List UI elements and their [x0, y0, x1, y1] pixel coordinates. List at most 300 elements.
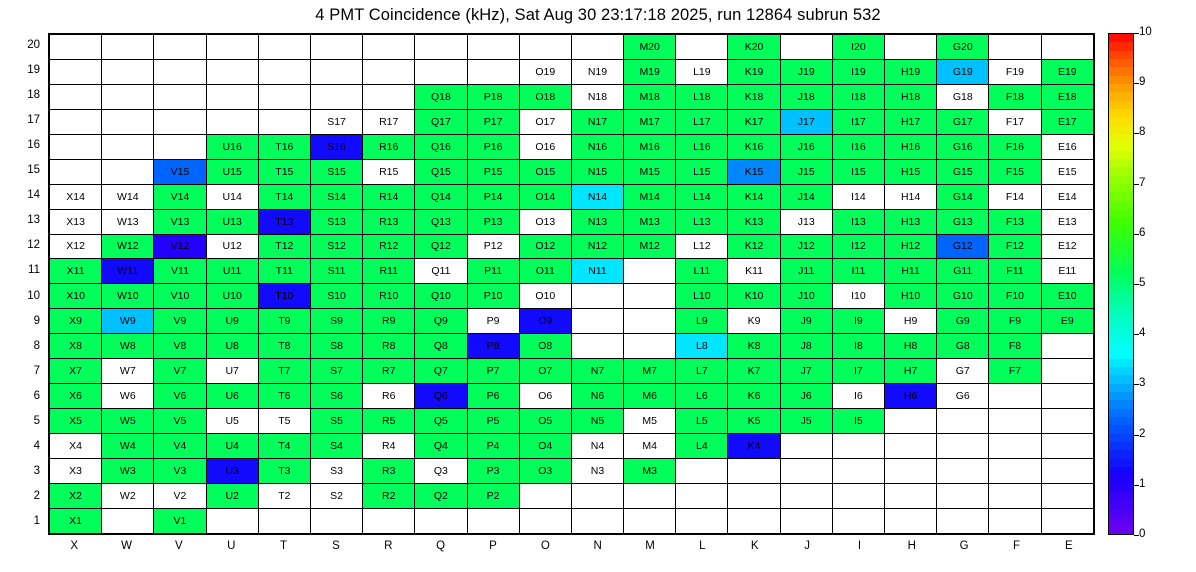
heatmap-cell: G20: [937, 35, 989, 60]
heatmap-cell: F9: [989, 309, 1041, 334]
heatmap-cell: S8: [310, 334, 362, 359]
x-axis-tick-label: V: [175, 540, 183, 552]
heatmap-cell: E17: [1041, 109, 1093, 134]
x-axis-tick-label: E: [1064, 540, 1073, 552]
colorbar: [1108, 33, 1134, 535]
heatmap-cell: K9: [728, 309, 780, 334]
heatmap-cell: T11: [258, 259, 310, 284]
heatmap-row: [50, 109, 1094, 134]
heatmap-cell: V15: [154, 159, 206, 184]
heatmap-cell: S13: [310, 209, 362, 234]
heatmap-cell: V8: [154, 334, 206, 359]
heatmap-cell: [363, 35, 415, 60]
heatmap-cell: [885, 508, 937, 533]
heatmap-cell: [937, 508, 989, 533]
y-axis-tick-label: 14: [27, 189, 40, 202]
heatmap-row: [50, 409, 1094, 434]
colorbar-segment: [1109, 434, 1133, 442]
y-axis-tick-label: 6: [33, 389, 40, 402]
heatmap-cell: J15: [780, 159, 832, 184]
heatmap-cell: I9: [832, 309, 884, 334]
heatmap-cell: M18: [624, 84, 676, 109]
colorbar-segment: [1109, 350, 1133, 358]
heatmap-cell: [624, 259, 676, 284]
heatmap-cell: K18: [728, 84, 780, 109]
heatmap-cell: L16: [676, 134, 728, 159]
heatmap-cell: J16: [780, 134, 832, 159]
heatmap-cell: [989, 35, 1041, 60]
heatmap-cell: S12: [310, 234, 362, 259]
heatmap-row: [50, 483, 1094, 508]
heatmap-cell: E13: [1041, 209, 1093, 234]
heatmap-cell: L6: [676, 384, 728, 409]
heatmap-cell: O15: [519, 159, 571, 184]
heatmap-cell: V2: [154, 483, 206, 508]
heatmap-cell: G16: [937, 134, 989, 159]
heatmap-cell: I20: [832, 35, 884, 60]
heatmap-cell: [989, 434, 1041, 459]
heatmap-cell: M12: [624, 234, 676, 259]
colorbar-tick-mark: [1134, 33, 1139, 34]
heatmap-cell: N19: [571, 59, 623, 84]
heatmap-cell: G17: [937, 109, 989, 134]
heatmap-cell: [885, 409, 937, 434]
heatmap-cell: X11: [50, 259, 102, 284]
colorbar-segment: [1109, 492, 1133, 500]
colorbar-segment: [1109, 425, 1133, 433]
heatmap-cell: H9: [885, 309, 937, 334]
colorbar-tick-label: 4: [1139, 327, 1146, 340]
heatmap-cell: [102, 134, 154, 159]
heatmap-cell: J6: [780, 384, 832, 409]
heatmap-cell: K6: [728, 384, 780, 409]
heatmap-cell: [571, 309, 623, 334]
colorbar-segment: [1109, 76, 1133, 84]
heatmap-cell: G10: [937, 284, 989, 309]
heatmap-cell: N3: [571, 458, 623, 483]
colorbar-segment: [1109, 417, 1133, 425]
heatmap-cell: [624, 508, 676, 533]
heatmap-cell: U14: [206, 184, 258, 209]
heatmap-cell: V7: [154, 359, 206, 384]
colorbar-tick-label: 7: [1139, 176, 1146, 189]
heatmap-cell: P3: [467, 458, 519, 483]
heatmap-cell: [102, 84, 154, 109]
heatmap-cell: P8: [467, 334, 519, 359]
heatmap-cell: [571, 35, 623, 60]
heatmap-cell: U9: [206, 309, 258, 334]
heatmap-cell: [885, 35, 937, 60]
heatmap-cell: J18: [780, 84, 832, 109]
heatmap-row: [50, 434, 1094, 459]
colorbar-tick-mark: [1134, 334, 1139, 335]
heatmap-cell: [937, 434, 989, 459]
heatmap-cell: S10: [310, 284, 362, 309]
heatmap-cell: R12: [363, 234, 415, 259]
heatmap-cell: G12: [937, 234, 989, 259]
heatmap-cell: [676, 458, 728, 483]
heatmap-cell: F13: [989, 209, 1041, 234]
colorbar-tick-mark: [1134, 184, 1139, 185]
heatmap-cell: R4: [363, 434, 415, 459]
heatmap-cell: H16: [885, 134, 937, 159]
heatmap-cell: P15: [467, 159, 519, 184]
heatmap-cell: M13: [624, 209, 676, 234]
x-axis-tick-label: I: [857, 540, 862, 552]
heatmap-cell: E15: [1041, 159, 1093, 184]
colorbar-tick-mark: [1134, 284, 1139, 285]
colorbar-tick-mark: [1134, 535, 1139, 536]
heatmap-cell: [363, 84, 415, 109]
colorbar-segment: [1109, 151, 1133, 159]
heatmap-cell: O19: [519, 59, 571, 84]
heatmap-cell: [728, 458, 780, 483]
heatmap-cell: M19: [624, 59, 676, 84]
heatmap-cell: L5: [676, 409, 728, 434]
heatmap-cell: I7: [832, 359, 884, 384]
heatmap-cell: H7: [885, 359, 937, 384]
heatmap-cell: R8: [363, 334, 415, 359]
heatmap-cell: F7: [989, 359, 1041, 384]
heatmap-cell: [885, 483, 937, 508]
heatmap-cell: K16: [728, 134, 780, 159]
colorbar-segment: [1109, 84, 1133, 92]
colorbar-segment: [1109, 375, 1133, 383]
heatmap-cell: W11: [102, 259, 154, 284]
heatmap-cell: W6: [102, 384, 154, 409]
heatmap-cell: [310, 508, 362, 533]
y-axis-tick-label: 4: [33, 440, 40, 453]
heatmap-cell: G9: [937, 309, 989, 334]
heatmap-cell: Q3: [415, 458, 467, 483]
heatmap-cell: M6: [624, 384, 676, 409]
colorbar-segment: [1109, 142, 1133, 150]
heatmap-cell: L8: [676, 334, 728, 359]
heatmap-cell: W14: [102, 184, 154, 209]
heatmap-cell: [467, 35, 519, 60]
heatmap-cell: H13: [885, 209, 937, 234]
heatmap-cell: T3: [258, 458, 310, 483]
colorbar-segment: [1109, 409, 1133, 417]
heatmap-cell: [780, 35, 832, 60]
heatmap-cell: J7: [780, 359, 832, 384]
heatmap-cell: [624, 284, 676, 309]
heatmap-cell: [728, 483, 780, 508]
heatmap-cell: J19: [780, 59, 832, 84]
heatmap-cell: P5: [467, 409, 519, 434]
colorbar-tick-label: 3: [1139, 377, 1146, 390]
heatmap-cell: L15: [676, 159, 728, 184]
heatmap-cell: K7: [728, 359, 780, 384]
colorbar-segment: [1109, 34, 1133, 42]
heatmap-cell: [989, 483, 1041, 508]
heatmap-cell: R3: [363, 458, 415, 483]
colorbar-segment: [1109, 242, 1133, 250]
colorbar-segment: [1109, 159, 1133, 167]
heatmap-cell: X3: [50, 458, 102, 483]
heatmap-cell: [206, 35, 258, 60]
colorbar-segment: [1109, 367, 1133, 375]
heatmap-cell: X13: [50, 209, 102, 234]
colorbar-segment: [1109, 450, 1133, 458]
heatmap-cell: N5: [571, 409, 623, 434]
heatmap-row: [50, 184, 1094, 209]
x-axis-tick-label: M: [645, 540, 655, 552]
heatmap-cell: [258, 35, 310, 60]
y-axis-tick-label: 15: [27, 164, 40, 177]
heatmap-cell: W12: [102, 234, 154, 259]
colorbar-segment: [1109, 51, 1133, 59]
colorbar-segment: [1109, 484, 1133, 492]
x-axis-tick-label: U: [227, 540, 236, 552]
heatmap-cell: H18: [885, 84, 937, 109]
heatmap-cell: E14: [1041, 184, 1093, 209]
colorbar-segment: [1109, 276, 1133, 284]
y-axis-tick-label: 2: [33, 490, 40, 503]
colorbar-tick-mark: [1134, 83, 1139, 84]
heatmap-cell: J14: [780, 184, 832, 209]
heatmap-cell: N4: [571, 434, 623, 459]
heatmap-cell: V10: [154, 284, 206, 309]
heatmap-cell: [780, 434, 832, 459]
heatmap-cell: S14: [310, 184, 362, 209]
heatmap-cell: W3: [102, 458, 154, 483]
heatmap-cell: P14: [467, 184, 519, 209]
heatmap-cell: Q11: [415, 259, 467, 284]
heatmap-row: [50, 309, 1094, 334]
x-axis-tick-label: S: [332, 540, 340, 552]
colorbar-segment: [1109, 475, 1133, 483]
colorbar-tick-label: 6: [1139, 226, 1146, 239]
heatmap-cell: X8: [50, 334, 102, 359]
colorbar-segment: [1109, 201, 1133, 209]
heatmap-row: [50, 209, 1094, 234]
heatmap-cell: Q16: [415, 134, 467, 159]
heatmap-cell: [258, 59, 310, 84]
heatmap-cell: H11: [885, 259, 937, 284]
heatmap-cell: S2: [310, 483, 362, 508]
heatmap-cell: [780, 508, 832, 533]
x-axis-tick-label: O: [540, 540, 550, 552]
heatmap-cell: J11: [780, 259, 832, 284]
heatmap-cell: O14: [519, 184, 571, 209]
heatmap-cell: [1041, 359, 1093, 384]
heatmap-cell: O10: [519, 284, 571, 309]
heatmap-cell: X2: [50, 483, 102, 508]
y-axis-tick-label: 5: [33, 415, 40, 428]
y-axis-tick-label: 18: [27, 88, 40, 101]
heatmap-cell: Q8: [415, 334, 467, 359]
heatmap-cell: [624, 334, 676, 359]
heatmap-cell: K19: [728, 59, 780, 84]
heatmap-cell: [937, 409, 989, 434]
y-axis-tick-label: 8: [33, 339, 40, 352]
heatmap-cell: P10: [467, 284, 519, 309]
x-axis-tick-label: N: [593, 540, 602, 552]
heatmap-cell: P9: [467, 309, 519, 334]
heatmap-cell: [1041, 483, 1093, 508]
heatmap-cell: F10: [989, 284, 1041, 309]
heatmap-cell: [571, 508, 623, 533]
heatmap-cell: W13: [102, 209, 154, 234]
colorbar-segment: [1109, 467, 1133, 475]
heatmap-cell: P7: [467, 359, 519, 384]
colorbar-segment: [1109, 301, 1133, 309]
heatmap-cell: V5: [154, 409, 206, 434]
heatmap-cell: [885, 458, 937, 483]
heatmap-cell: L9: [676, 309, 728, 334]
heatmap-row: [50, 35, 1094, 60]
heatmap-cell: I6: [832, 384, 884, 409]
heatmap-cell: R17: [363, 109, 415, 134]
colorbar-segment: [1109, 59, 1133, 67]
heatmap-cell: W2: [102, 483, 154, 508]
heatmap-cell: O13: [519, 209, 571, 234]
colorbar-segment: [1109, 509, 1133, 517]
heatmap-cell: [832, 483, 884, 508]
heatmap-cell: M15: [624, 159, 676, 184]
heatmap-cell: J13: [780, 209, 832, 234]
heatmap-cell: T4: [258, 434, 310, 459]
heatmap-cell: [989, 409, 1041, 434]
heatmap-row: [50, 384, 1094, 409]
heatmap-cell: [154, 35, 206, 60]
heatmap-cell: [467, 508, 519, 533]
colorbar-tick-label: 5: [1139, 277, 1146, 289]
heatmap-cell: H12: [885, 234, 937, 259]
heatmap-cell: [571, 483, 623, 508]
heatmap-cell: H6: [885, 384, 937, 409]
colorbar-segment: [1109, 442, 1133, 450]
heatmap-cell: W10: [102, 284, 154, 309]
heatmap-cell: P12: [467, 234, 519, 259]
heatmap-cell: [1041, 334, 1093, 359]
heatmap-cell: E12: [1041, 234, 1093, 259]
heatmap-cell: [832, 458, 884, 483]
heatmap-cell: [1041, 458, 1093, 483]
colorbar-segment: [1109, 226, 1133, 234]
heatmap-cell: F19: [989, 59, 1041, 84]
heatmap-cell: G11: [937, 259, 989, 284]
heatmap-cell: G13: [937, 209, 989, 234]
x-axis-tick-label: R: [384, 540, 393, 552]
colorbar-segment: [1109, 517, 1133, 525]
heatmap-grid: [49, 34, 1094, 534]
heatmap-cell: H10: [885, 284, 937, 309]
heatmap-cell: I12: [832, 234, 884, 259]
heatmap-cell: G8: [937, 334, 989, 359]
heatmap-cell: K15: [728, 159, 780, 184]
heatmap-cell: Q18: [415, 84, 467, 109]
colorbar-segment: [1109, 176, 1133, 184]
heatmap-cell: O9: [519, 309, 571, 334]
heatmap-cell: R11: [363, 259, 415, 284]
colorbar-segment: [1109, 167, 1133, 175]
heatmap-cell: [154, 109, 206, 134]
heatmap-plot-area: [48, 33, 1095, 535]
heatmap-cell: [989, 384, 1041, 409]
heatmap-cell: [102, 35, 154, 60]
heatmap-cell: I18: [832, 84, 884, 109]
heatmap-cell: L7: [676, 359, 728, 384]
colorbar-segment: [1109, 234, 1133, 242]
heatmap-cell: I17: [832, 109, 884, 134]
heatmap-cell: F12: [989, 234, 1041, 259]
heatmap-cell: G18: [937, 84, 989, 109]
y-axis-tick-label: 9: [33, 314, 40, 327]
colorbar-segment: [1109, 192, 1133, 200]
heatmap-cell: [258, 109, 310, 134]
heatmap-cell: Q17: [415, 109, 467, 134]
heatmap-cell: [624, 309, 676, 334]
heatmap-cell: [363, 508, 415, 533]
colorbar-tick-label: 8: [1139, 126, 1146, 139]
heatmap-cell: [780, 483, 832, 508]
colorbar-tick-mark: [1134, 485, 1139, 486]
colorbar-segment: [1109, 209, 1133, 217]
colorbar-segment: [1109, 292, 1133, 300]
heatmap-cell: U3: [206, 458, 258, 483]
heatmap-cell: [102, 59, 154, 84]
heatmap-cell: N6: [571, 384, 623, 409]
heatmap-cell: [102, 159, 154, 184]
heatmap-cell: E11: [1041, 259, 1093, 284]
heatmap-cell: F18: [989, 84, 1041, 109]
heatmap-row: [50, 84, 1094, 109]
heatmap-cell: X9: [50, 309, 102, 334]
heatmap-cell: T2: [258, 483, 310, 508]
colorbar-tick-label: 2: [1139, 427, 1146, 440]
heatmap-cell: K11: [728, 259, 780, 284]
heatmap-cell: J9: [780, 309, 832, 334]
heatmap-cell: T13: [258, 209, 310, 234]
heatmap-cell: [50, 159, 102, 184]
heatmap-cell: [1041, 508, 1093, 533]
colorbar-segment: [1109, 325, 1133, 333]
heatmap-cell: F16: [989, 134, 1041, 159]
colorbar-segment: [1109, 384, 1133, 392]
heatmap-cell: F11: [989, 259, 1041, 284]
heatmap-cell: U5: [206, 409, 258, 434]
heatmap-cell: R15: [363, 159, 415, 184]
heatmap-cell: X10: [50, 284, 102, 309]
x-axis-tick-label: P: [489, 540, 497, 552]
heatmap-cell: W7: [102, 359, 154, 384]
colorbar-segment: [1109, 500, 1133, 508]
heatmap-cell: U7: [206, 359, 258, 384]
heatmap-cell: S7: [310, 359, 362, 384]
heatmap-cell: M20: [624, 35, 676, 60]
x-axis-tick-label: G: [959, 540, 969, 552]
heatmap-cell: Q5: [415, 409, 467, 434]
heatmap-cell: [154, 84, 206, 109]
heatmap-cell: R16: [363, 134, 415, 159]
colorbar-segment: [1109, 400, 1133, 408]
heatmap-cell: K20: [728, 35, 780, 60]
heatmap-cell: I19: [832, 59, 884, 84]
colorbar-segment: [1109, 134, 1133, 142]
heatmap-cell: [1041, 434, 1093, 459]
heatmap-cell: M16: [624, 134, 676, 159]
heatmap-cell: P11: [467, 259, 519, 284]
heatmap-cell: J5: [780, 409, 832, 434]
heatmap-cell: [676, 483, 728, 508]
heatmap-cell: N12: [571, 234, 623, 259]
colorbar-tick-mark: [1134, 234, 1139, 235]
heatmap-cell: K12: [728, 234, 780, 259]
y-axis-tick-label: 16: [27, 138, 40, 151]
colorbar-segment: [1109, 267, 1133, 275]
